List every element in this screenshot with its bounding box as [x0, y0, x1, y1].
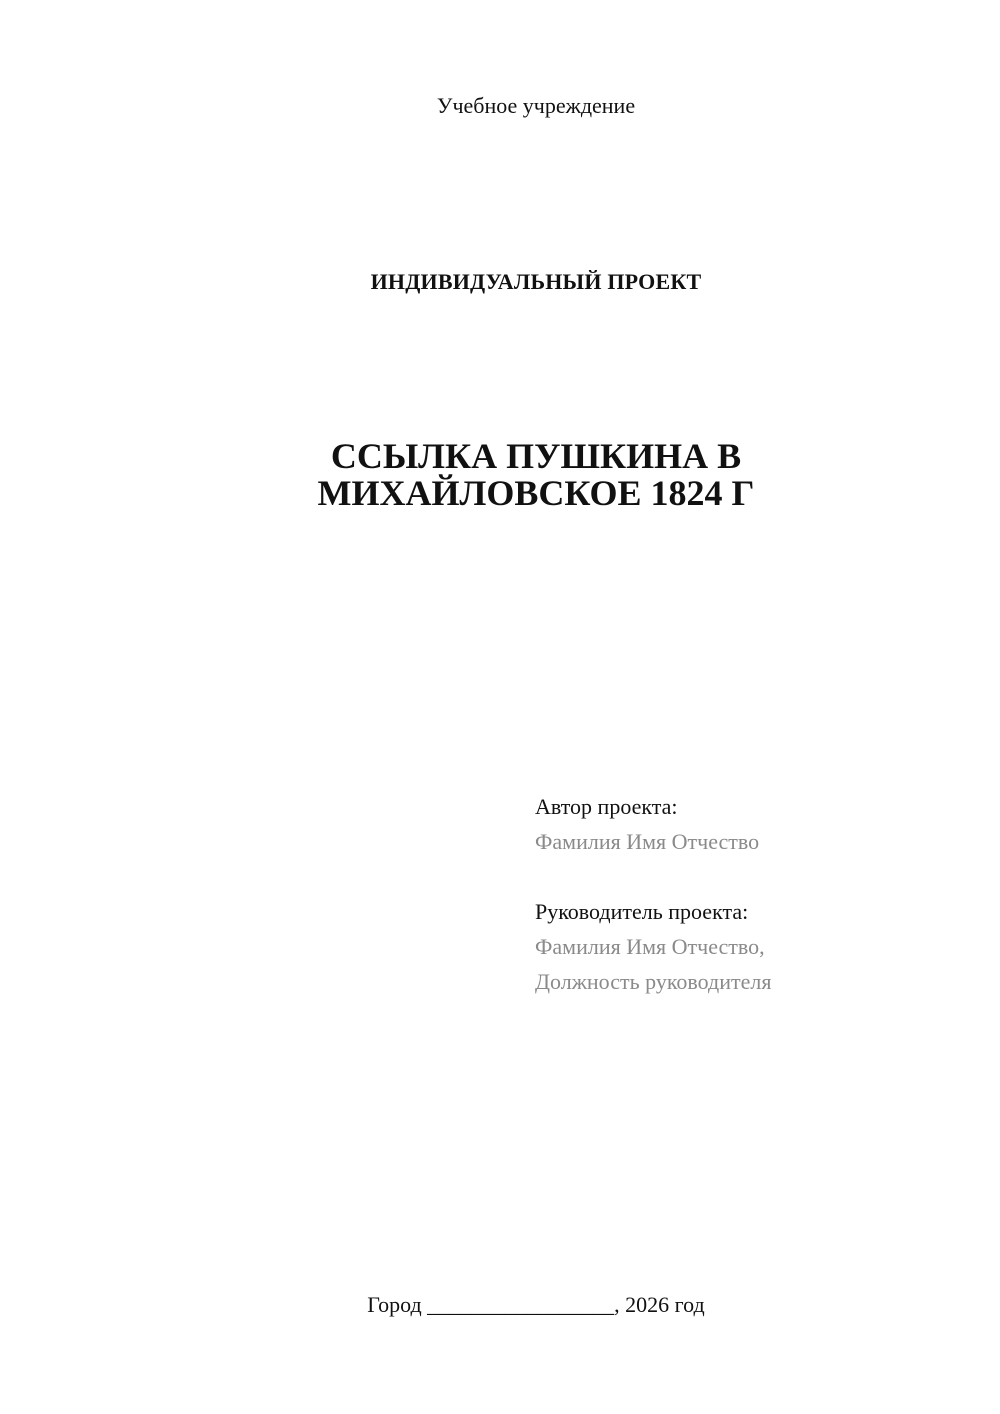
author-label: Автор проекта:	[535, 794, 678, 819]
supervisor-label: Руководитель проекта:	[535, 899, 749, 924]
city-label: Город	[367, 1292, 422, 1317]
credits-spacer	[535, 859, 771, 894]
project-title-line-1: ССЫЛКА ПУШКИНА В	[330, 436, 742, 476]
project-title-line-2: МИХАЙЛОВСКОЕ 1824 Г	[317, 473, 755, 513]
institution-name: Учебное учреждение	[436, 93, 636, 118]
supervisor-name-placeholder: Фамилия Имя Отчество,	[535, 934, 765, 959]
city-blank: _________________	[427, 1292, 615, 1317]
supervisor-position-placeholder: Должность руководителя	[535, 969, 772, 994]
city-year-line	[0, 1291, 1000, 1319]
project-credits	[535, 789, 771, 999]
project-title	[0, 438, 1000, 512]
year-text: , 2026 год	[614, 1292, 705, 1317]
author-name-placeholder: Фамилия Имя Отчество	[535, 829, 760, 854]
document-type-label: ИНДИВИДУАЛЬНЫЙ ПРОЕКТ	[370, 269, 702, 294]
